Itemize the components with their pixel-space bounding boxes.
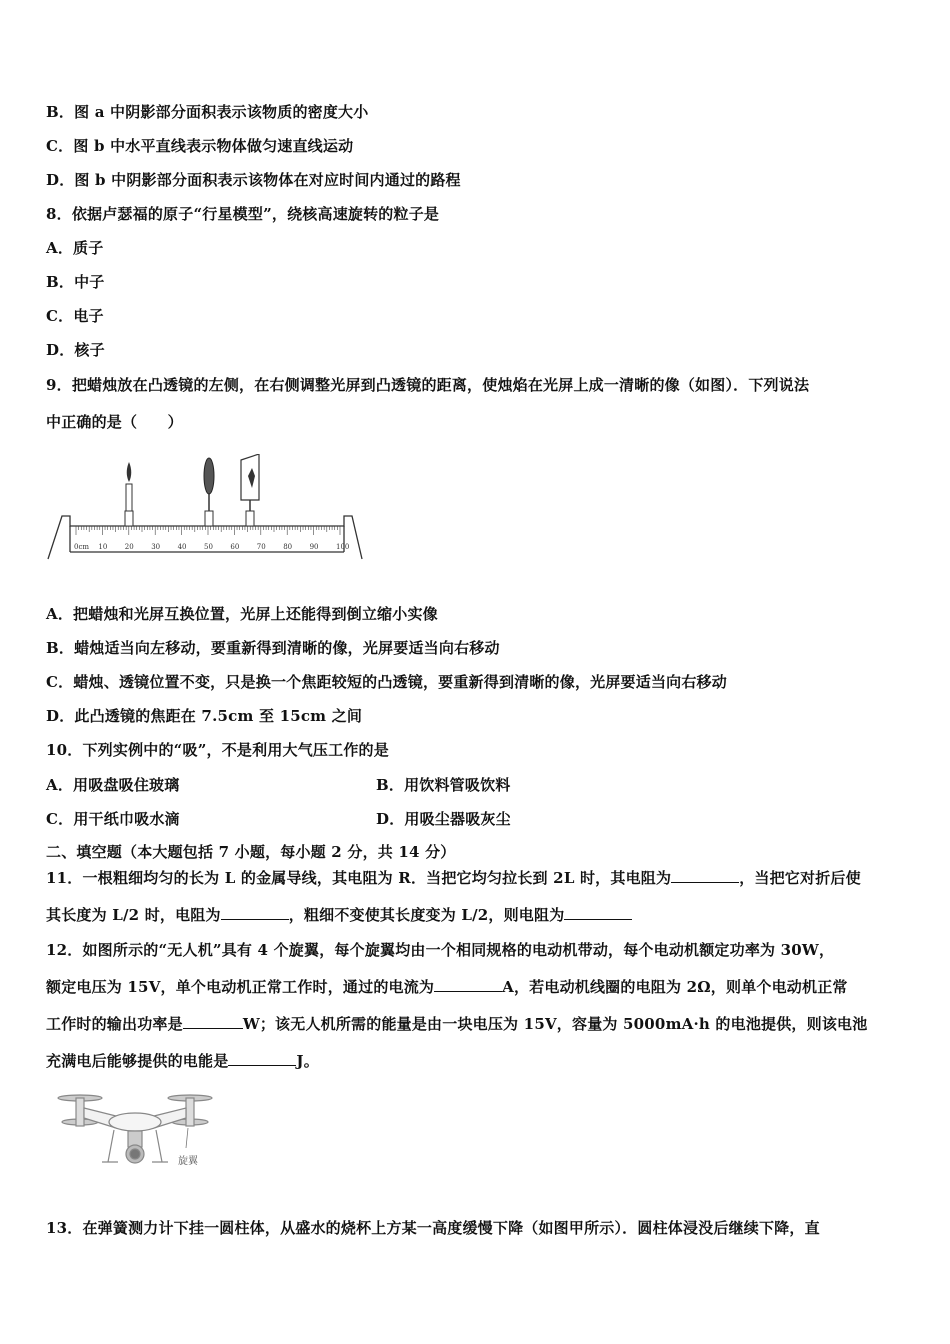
q10-stem: 10．下列实例中的“吸”，不是利用大气压工作的是 [46, 741, 389, 759]
q12-line4 [46, 1051, 319, 1071]
ruler-label: 80 [283, 543, 293, 551]
q7-option-c: C．图 b 中水平直线表示物体做匀速直线运动 [46, 137, 354, 155]
ruler-label: 40 [177, 543, 187, 551]
ruler-label: 50 [204, 543, 213, 551]
q9-option-b: B．蜡烛适当向左移动，要重新得到清晰的像，光屏要适当向右移动 [46, 639, 500, 657]
q10-row2 [46, 809, 180, 829]
ruler-label: 70 [256, 543, 266, 551]
screen-assembly [241, 454, 259, 526]
q9-stem-line1: 9．把蜡烛放在凸透镜的左侧，在右侧调整光屏到凸透镜的距离，使烛焰在光屏上成一清晰的像（如图）．下列说法 [46, 376, 810, 394]
rotor-label: 旋翼 [178, 1156, 198, 1167]
candle-assembly [125, 462, 133, 526]
q10-option-d: D．用吸尘器吸灰尘 [376, 810, 511, 828]
ruler-label: 0cm [74, 543, 90, 551]
q11-line1 [46, 868, 861, 888]
answer-blank [183, 1014, 243, 1029]
ruler-label: 10 [98, 543, 108, 551]
q10-row1 [46, 775, 179, 795]
ruler-label: 60 [230, 543, 240, 551]
q12-line1: 12．如图所示的“无人机”具有 4 个旋翼，每个旋翼均由一个相同规格的电动机带动，每个电动机额定功率为 30W， [46, 941, 835, 959]
q7-option-b: B．图 a 中阴影部分面积表示该物质的密度大小 [46, 103, 369, 121]
q10-option-c: C．用干纸巾吸水滴 [46, 810, 180, 828]
answer-blank [228, 1051, 296, 1066]
ruler-label: 20 [124, 543, 134, 551]
lens-assembly [204, 458, 214, 526]
q13-line1: 13．在弹簧测力计下挂一圆柱体，从盛水的烧杯上方某一高度缓慢下降（如图甲所示）．圆柱体浸没后继续下降，直 [46, 1219, 820, 1237]
q8-option-b: B．中子 [46, 273, 105, 291]
ruler-label: 90 [309, 543, 319, 551]
q12-text: 充满电后能够提供的电能是 [46, 1052, 229, 1070]
ruler-label: 30 [151, 543, 161, 551]
drone-figure [56, 1088, 216, 1188]
q9-option-a: A．把蜡烛和光屏互换位置，光屏上还能得到倒立缩小实像 [46, 605, 438, 623]
q9-stem-line2: 中正确的是（ ） [46, 413, 183, 431]
q8-option-a: A．质子 [46, 239, 104, 257]
q12-line2 [46, 977, 848, 997]
q12-text: 工作时的输出功率是 [46, 1015, 183, 1033]
q8-stem: 8．依据卢瑟福的原子“行星模型”，绕核高速旋转的粒子是 [46, 205, 440, 223]
ruler-ticks [76, 526, 340, 535]
answer-blank [671, 868, 739, 883]
q11-text: 11．一根粗细均匀的长为 L 的金属导线，其电阻为 R．当把它均匀拉长到 2L 时，其电阻为 [46, 869, 672, 887]
answer-blank [434, 977, 502, 992]
q11-text: 其长度为 L/2 时，电阻为 [46, 906, 221, 924]
q12-text: J。 [296, 1052, 319, 1070]
q10-option-b: B．用饮料管吸饮料 [376, 776, 511, 794]
q12-text: 额定电压为 15V，单个电动机正常工作时，通过的电流为 [46, 978, 435, 996]
q8-option-c: C．电子 [46, 307, 104, 325]
ruler-label: 100 [336, 543, 350, 551]
answer-blank [564, 905, 632, 920]
q12-line3 [46, 1014, 867, 1034]
q11-text: ，粗细不变使其长度变为 L/2，则电阻为 [288, 906, 565, 924]
q7-option-d: D．图 b 中阴影部分面积表示该物体在对应时间内通过的路程 [46, 171, 461, 189]
ruler-labels [74, 543, 349, 551]
q8-option-d: D．核子 [46, 341, 105, 359]
q12-text: A，若电动机线圈的电阻为 2Ω，则单个电动机正常 [502, 978, 848, 996]
q9-option-c: C．蜡烛、透镜位置不变，只是换一个焦距较短的凸透镜，要重新得到清晰的像，光屏要适当向右移动 [46, 673, 727, 691]
answer-blank [221, 905, 289, 920]
q11-line2 [46, 905, 632, 925]
section2-heading: 二、填空题（本大题包括 7 小题，每小题 2 分，共 14 分） [46, 843, 456, 861]
q12-text: W；该无人机所需的能量是由一块电压为 15V，容量为 5000mA·h 的电池提供，则该电池 [242, 1015, 868, 1033]
q10-option-a: A．用吸盘吸住玻璃 [46, 776, 180, 794]
q9-option-d: D．此凸透镜的焦距在 7.5cm 至 15cm 之间 [46, 707, 363, 725]
optical-bench-figure [46, 454, 366, 564]
q11-text: ，当把它对折后使 [739, 869, 861, 887]
